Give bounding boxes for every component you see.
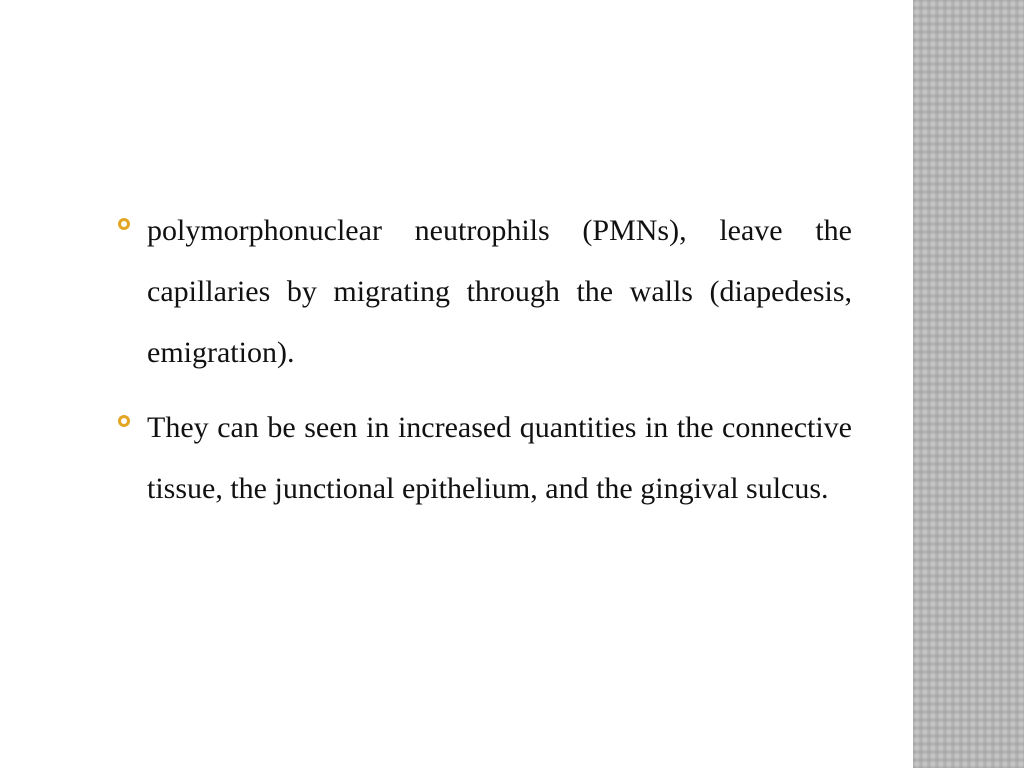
bullet-text: polymorphonuclear neutrophils (PMNs), leave the capillaries by migrating through the walls (diapedesis, emigration). (147, 214, 852, 369)
decorative-side-panel (913, 0, 1024, 768)
bullet-item (118, 200, 852, 383)
bullet-item (118, 397, 852, 519)
ring-bullet-icon (118, 415, 130, 427)
bullet-text: They can be seen in increased quantities in the connective tissue, the junctional epithelium, and the gingival sulcus. (147, 411, 852, 505)
ring-bullet-icon (118, 218, 130, 230)
bullet-list (118, 200, 852, 533)
